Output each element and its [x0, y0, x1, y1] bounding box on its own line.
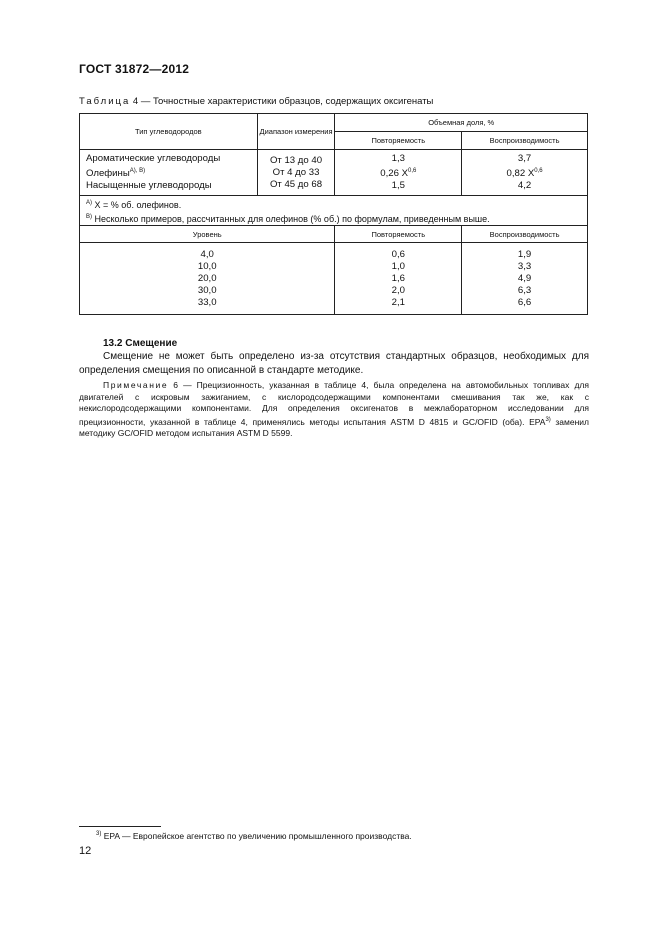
sub-repeat-0: 0,6	[391, 248, 405, 260]
row-type-0: Ароматические углеводороды	[86, 153, 221, 164]
sub-header-level: Уровень	[80, 226, 335, 243]
sub-repeat-2: 1,6	[391, 272, 405, 284]
cell-reprod	[462, 150, 588, 196]
table-caption-label: Таблица	[79, 96, 131, 107]
level-3: 30,0	[197, 284, 217, 296]
row-type-1: Олефины$^{A), B)}$	[86, 168, 146, 179]
sub-header-repeat: Повторяемость	[335, 226, 462, 243]
sub-repeat-4: 2,1	[391, 296, 405, 308]
row-reprod-2: 4,2	[517, 180, 532, 191]
row-repeat-2: 1,5	[391, 180, 405, 191]
cell-sub-repeat	[335, 243, 462, 315]
footnote-text: EPA — Европейское агентство по увеличению промышленного производства.	[103, 831, 412, 841]
sub-reprod-1: 3,3	[517, 260, 532, 272]
cell-types	[80, 150, 258, 196]
table-caption-text: 4 — Точностные характеристики образцов, содержащих оксигенаты	[132, 96, 434, 107]
header-type: Тип углеводородов	[80, 114, 258, 150]
row-repeat-0: 1,3	[391, 153, 405, 164]
footnote-mark: 3)	[96, 831, 102, 837]
sub-reprod-2: 4,9	[517, 272, 532, 284]
footnote	[96, 831, 412, 841]
note-6-text-end: заменил методику GC/OFID методом испытания ASTM D 5599.	[79, 416, 589, 438]
sub-reprod-3: 6,3	[517, 284, 532, 296]
level-2: 20,0	[197, 272, 217, 284]
table-caption	[79, 96, 433, 107]
sub-reprod-4: 6,6	[517, 296, 532, 308]
row-type-2: Насыщенные углеводороды	[86, 180, 212, 191]
row-range-1: От 4 до 33	[272, 166, 320, 178]
sub-repeat-3: 2,0	[391, 284, 405, 296]
note-6	[79, 380, 589, 440]
row-repeat-1: 0,26 X$^{0,6}$	[380, 168, 417, 179]
note-6-text: 6 — Прецизионность, указанная в таблице 4, была определена на автомобильных топливах для двигателей с искровым зажиганием, с кислородсодержащими компонентами смешивания так же, как с некислородсодержащими компонентами. Для определения оксигенатов в межлабораторном исследовании для прецизионности, указанной в таблице 4, применялись методы испытания ASTM D 4815 и GC/OFID (оба). EPA	[79, 380, 589, 427]
note-b: $^{B)}$ Несколько примеров, рассчитанных для олефинов (% об.) по формулам, приведенным выше.	[86, 213, 490, 224]
row-range-2: От 45 до 68	[269, 178, 323, 190]
note-6-sup: 3)	[545, 416, 551, 423]
section-paragraph: Смещение не может быть определено из-за отсутствия стандартных образцов, необходимых для определения смещения по описанной в стандарте методике.	[79, 351, 589, 376]
header-fraction: Объемная доля, %	[335, 114, 588, 132]
sub-header-reprod: Воспроизводимость	[462, 226, 588, 243]
row-range-0: От 13 до 40	[269, 154, 323, 166]
header-repeat: Повторяемость	[335, 132, 462, 150]
cell-levels	[80, 243, 335, 315]
note-6-label: Примечание	[103, 380, 169, 390]
footnote-divider	[79, 826, 161, 827]
header-reprod: Воспроизводимость	[462, 132, 588, 150]
cell-ranges	[257, 150, 335, 196]
document-id: ГОСТ 31872—2012	[79, 62, 190, 76]
sub-repeat-1: 1,0	[391, 260, 405, 272]
header-range: Диапазон измерения	[257, 114, 335, 150]
sub-reprod-0: 1,9	[517, 248, 532, 260]
cell-sub-reprod	[462, 243, 588, 315]
row-reprod-0: 3,7	[517, 153, 532, 164]
note-a: $^{A)}$ X = % об. олефинов.	[86, 199, 182, 210]
table-notes	[80, 196, 588, 226]
level-4: 33,0	[197, 296, 217, 308]
level-0: 4,0	[200, 248, 214, 260]
precision-table	[79, 113, 588, 315]
cell-repeat	[335, 150, 462, 196]
section-title: 13.2 Смещение	[103, 338, 178, 349]
page-number: 12	[79, 845, 92, 857]
level-1: 10,0	[197, 260, 217, 272]
row-reprod-1: 0,82 X$^{0,6}$	[506, 168, 543, 179]
